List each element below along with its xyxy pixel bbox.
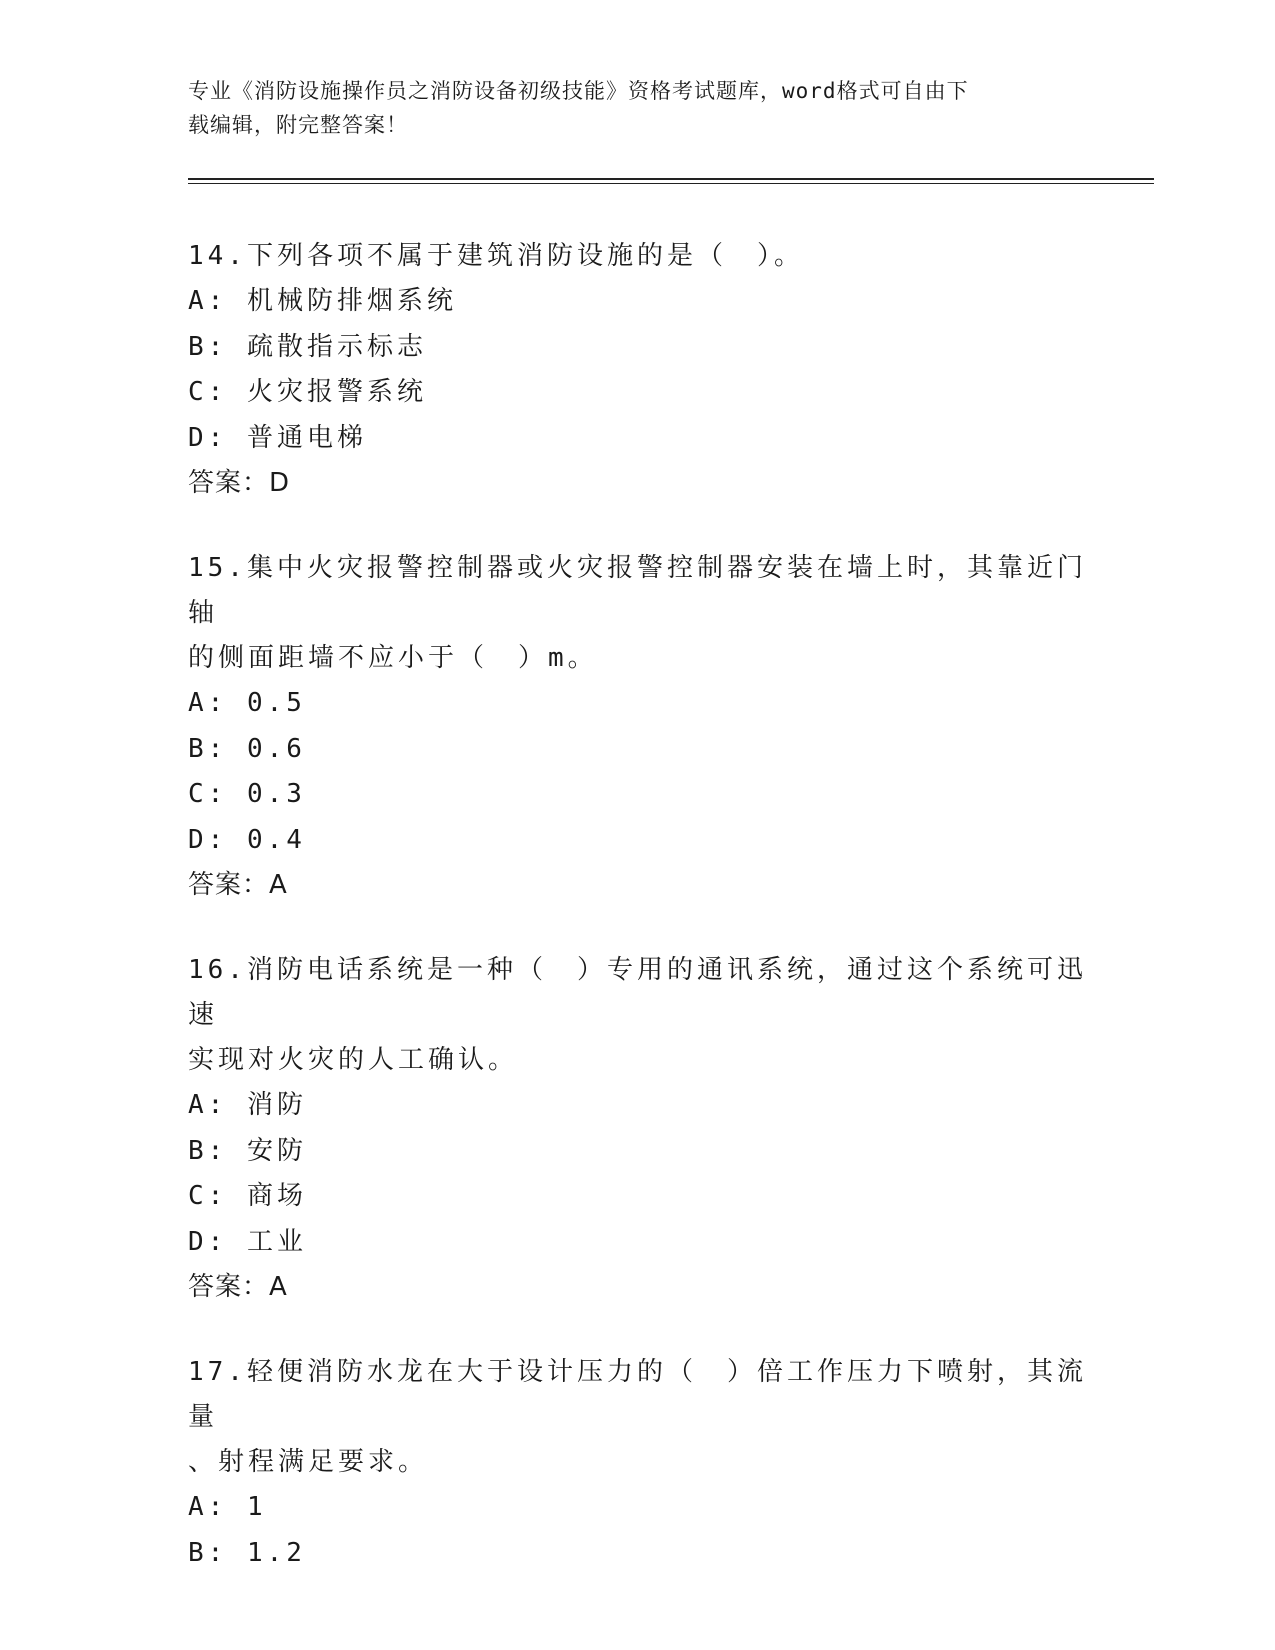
option-d: D: 普通电梯 (188, 422, 367, 453)
option-d: D: 工业 (188, 1226, 307, 1257)
answer-line: 答案：A (188, 870, 288, 900)
option-c: C: 0.3 (188, 779, 306, 809)
header-divider-thick (188, 178, 1154, 180)
answer-line: 答案：D (188, 468, 291, 498)
question-list (188, 234, 1088, 1616)
question-stem-line-2: 的侧面距墙不应小于（ ）m。 (188, 643, 598, 673)
document-header (188, 74, 1068, 142)
question-stem-line-1: 15.集中火灾报警控制器或火灾报警控制器安装在墙上时，其靠近门轴 (188, 553, 1087, 628)
option-b: B: 1.2 (188, 1537, 306, 1568)
option-b: B: 疏散指示标志 (188, 331, 427, 362)
question-14 (188, 234, 1088, 506)
option-c: C: 火灾报警系统 (188, 377, 427, 407)
question-16 (188, 948, 1088, 1310)
option-a: A: 1 (188, 1492, 267, 1522)
question-stem-line-2: 实现对火灾的人工确认。 (188, 1045, 519, 1075)
header-line-1: 专业《消防设施操作员之消防设备初级技能》资格考试题库，word格式可自由下 (188, 79, 969, 103)
option-c: C: 商场 (188, 1181, 307, 1211)
option-b: B: 安防 (188, 1135, 307, 1166)
option-b: B: 0.6 (188, 733, 306, 764)
question-stem-line-1: 17.轻便消防水龙在大于设计压力的（ ）倍工作压力下喷射，其流量 (188, 1357, 1087, 1432)
question-15 (188, 546, 1088, 908)
header-line-2: 载编辑，附完整答案！ (188, 113, 408, 137)
question-stem-line-2: 、射程满足要求。 (188, 1447, 429, 1477)
question-stem: 14.下列各项不属于建筑消防设施的是（ ）。 (188, 241, 804, 271)
question-stem-line-1: 16.消防电话系统是一种（ ）专用的通讯系统，通过这个系统可迅速 (188, 955, 1087, 1030)
question-17 (188, 1350, 1088, 1576)
header-divider-thin (188, 183, 1154, 184)
answer-line: 答案：A (188, 1272, 288, 1302)
option-d: D: 0.4 (188, 824, 306, 855)
option-a: A: 机械防排烟系统 (188, 286, 457, 316)
option-a: A: 消防 (188, 1090, 307, 1120)
option-a: A: 0.5 (188, 688, 306, 718)
